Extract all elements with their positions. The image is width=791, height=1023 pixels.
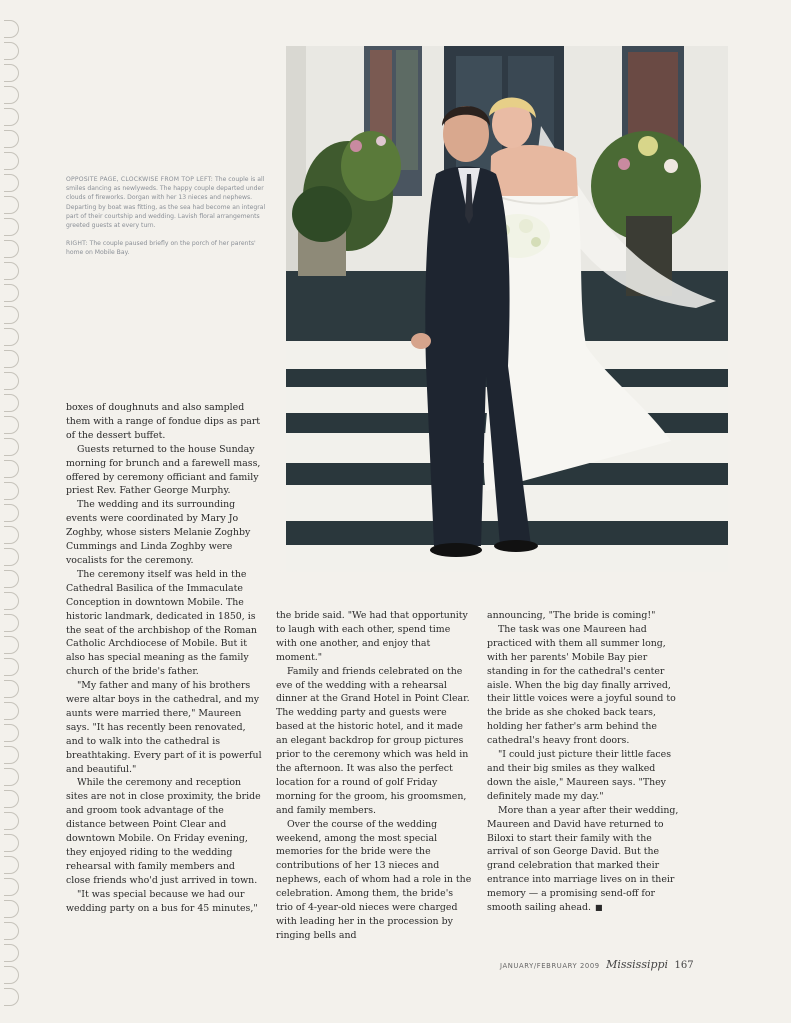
binder-hole — [4, 306, 19, 324]
binder-hole — [4, 64, 19, 82]
binder-hole — [4, 42, 19, 60]
paragraph: While the ceremony and reception sites are not in close proximity, the bride and groom took advantage of the distance between Point Clear and downtown Mobile. On Friday evening, they enjoyed riding to the wedding rehearsal with family members and close friends who'd just arrived in town. — [66, 777, 261, 886]
binder-hole — [4, 922, 19, 940]
binder-hole — [4, 394, 19, 412]
binder-hole — [4, 262, 19, 280]
binder-hole — [4, 108, 19, 126]
binder-hole — [4, 328, 19, 346]
paragraph: the bride said. "We had that opportunity to laugh with each other, spend time with one another, and enjoy that moment." — [276, 610, 468, 663]
binder-hole — [4, 372, 19, 390]
paragraph: Family and friends celebrated on the eve of the wedding with a rehearsal dinner at the Grand Hotel in Point Clear. The wedding party and guests were based at the historic hotel, and it made an elegant backdrop for group pictures prior to the ceremony which was held in the afternoon. It was also the perfect location for a round of golf Friday morning for the groom, his groomsmen, and family members. — [276, 665, 470, 816]
photo-caption — [66, 175, 266, 267]
issue-date: JANUARY/FEBRUARY 2009 — [500, 962, 600, 970]
binder-hole — [4, 790, 19, 808]
page-number: 167 — [674, 960, 694, 971]
binder-hole — [4, 614, 19, 632]
binder-hole — [4, 746, 19, 764]
binder-hole — [4, 350, 19, 368]
binder-hole — [4, 20, 19, 38]
binder-hole — [4, 504, 19, 522]
end-mark: ■ — [594, 903, 603, 913]
article-column-2 — [276, 609, 472, 943]
paragraph: "I could just picture their little faces and their big smiles as they walked down the aisle," Maureen says. "They definitely made my day." — [487, 749, 672, 802]
binder-hole — [4, 966, 19, 984]
caption-lead: OPPOSITE PAGE, CLOCKWISE FROM TOP LEFT: — [66, 176, 214, 183]
binder-hole — [4, 570, 19, 588]
binder-hole — [4, 900, 19, 918]
paragraph: "My father and many of his brothers were altar boys in the cathedral, and my aunts were married there," Maureen says. "It has recently been renovated, and to walk into the cathedral is breathtaking. Every part of it is powerful and beautiful." — [66, 680, 262, 775]
caption-text: The couple is all smiles dancing as newlyweds. The happy couple departed under clouds of fireworks. Dorgan with her 13 nieces and nephews. Departing by boat was fitting, as the sea had become an integral part of their courtship and wedding. Lavish floral arrangements greeted guests at every turn. — [66, 176, 266, 230]
wedding-photo — [286, 46, 728, 572]
paragraph: Over the course of the wedding weekend, among the most special memories for the bride were the contributions of her 13 nieces and nephews, each of whom had a role in the celebration. Among them, the bride's trio of 4-year-old nieces were charged with leading her in the procession by ringing bells and — [276, 818, 472, 941]
binder-hole — [4, 130, 19, 148]
paragraph: The ceremony itself was held in the Cathedral Basilica of the Immaculate Conception in downtown Mobile. The historic landmark, dedicated in 1850, is the seat of the archbishop of the Roman Catholic Archdiocese of Mobile. But it also has special meaning as the family church of the bride's father. — [66, 568, 257, 678]
binder-hole — [4, 86, 19, 104]
binder-hole — [4, 438, 19, 456]
binder-hole — [4, 856, 19, 874]
article-column-3 — [487, 609, 681, 915]
binder-hole — [4, 416, 19, 434]
binder-hole — [4, 240, 19, 258]
binder-hole — [4, 196, 19, 214]
binder-hole — [4, 878, 19, 896]
binder-hole — [4, 482, 19, 500]
page-footer — [500, 958, 694, 971]
binder-hole — [4, 152, 19, 170]
paragraph: More than a year after their wedding, Maureen and David have returned to Biloxi to start their family with the arrival of son George David. But the grand celebration that marked their entrance into marriage lives on in their memory — a promising send-off for smooth sailing ahead. — [487, 804, 679, 914]
paragraph: The wedding and its surrounding events were coordinated by Mary Jo Zoghby, whose sisters Melanie Zoghby Cummings and Linda Zoghby were vocalists for the ceremony. — [66, 499, 251, 566]
binder-hole — [4, 812, 19, 830]
binder-hole — [4, 988, 19, 1006]
paragraph: Guests returned to the house Sunday morning for brunch and a farewell mass, offered by ceremony officiant and family priest Rev. Father George Murphy. — [66, 443, 261, 497]
binder-hole — [4, 460, 19, 478]
binder-hole — [4, 702, 19, 720]
paragraph: "It was special because we had our wedding party on a bus for 45 minutes," — [66, 888, 258, 914]
paragraph: boxes of doughnuts and also sampled them with a range of fondue dips as part of the dessert buffet. — [66, 402, 261, 441]
binder-hole — [4, 768, 19, 786]
binder-hole — [4, 724, 19, 742]
binder-hole — [4, 592, 19, 610]
bride-groom-on-steps-image — [286, 46, 728, 572]
caption-right-lead: RIGHT: — [66, 240, 88, 248]
magazine-name: Mississippi — [606, 958, 669, 971]
caption-right-text: The couple paused briefly on the porch of her parents' home on Mobile Bay. — [66, 240, 256, 257]
binder-hole — [4, 680, 19, 698]
paragraph: The task was one Maureen had practiced with them all summer long, with her parents' Mobile Bay pier standing in for the cathedral's center aisle. When the big day finally arrived, their little voices were a joyful sound to the bride as she choked back tears, holding her father's arm behind the cathedral's heavy front doors. — [487, 623, 676, 747]
binder-hole — [4, 548, 19, 566]
binder-hole — [4, 174, 19, 192]
binder-hole — [4, 658, 19, 676]
binder-hole — [4, 944, 19, 962]
binder-hole — [4, 218, 19, 236]
binder-hole — [4, 636, 19, 654]
article-column-1 — [66, 401, 262, 916]
binder-holes — [0, 0, 22, 1023]
paragraph: announcing, "The bride is coming!" — [487, 610, 656, 621]
binder-hole — [4, 526, 19, 544]
binder-hole — [4, 834, 19, 852]
binder-hole — [4, 284, 19, 302]
